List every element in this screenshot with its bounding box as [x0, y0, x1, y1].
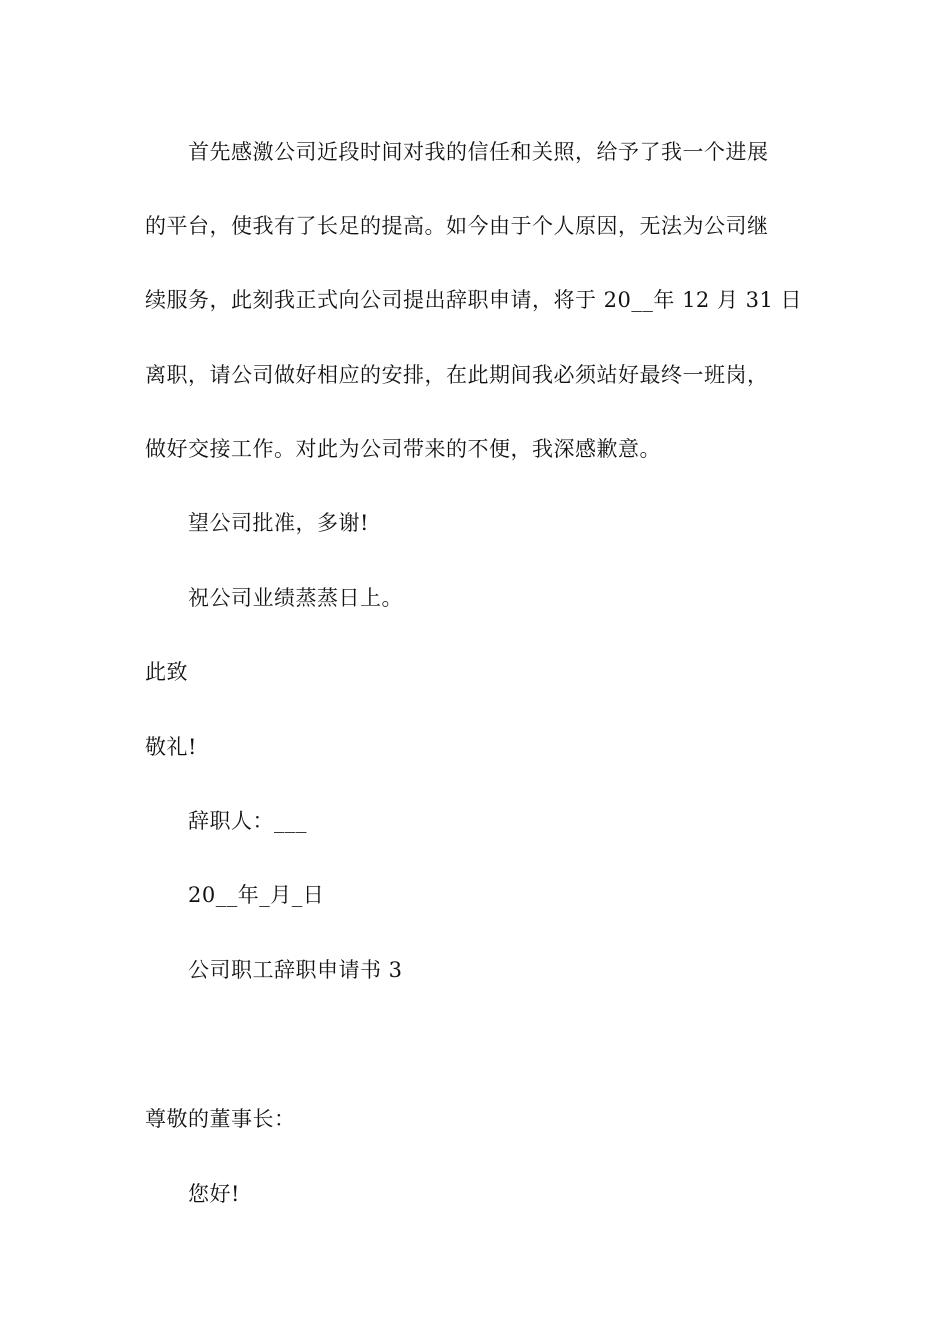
paragraph-line-1: 首先感激公司近段时间对我的信任和关照，给予了我一个进展	[188, 140, 769, 164]
paragraph-line-5: 做好交接工作。对此为公司带来的不便，我深感歉意。	[145, 437, 661, 461]
date-line: 20__年_月_日	[188, 883, 325, 907]
closing-line-2: 敬礼!	[145, 735, 197, 759]
wish-line: 祝公司业绩蒸蒸日上。	[188, 586, 403, 610]
paragraph-line-3: 续服务，此刻我正式向公司提出辞职申请，将于 20__年 12 月 31 日	[145, 288, 803, 312]
closing-line-1: 此致	[145, 660, 188, 684]
paragraph-line-2: 的平台，使我有了长足的提高。如今由于个人原因，无法为公司继	[145, 214, 769, 238]
signature-line: 辞职人：___	[188, 809, 307, 833]
paragraph-line-4: 离职，请公司做好相应的安排，在此期间我必须站好最终一班岗，	[145, 363, 769, 387]
salutation-line: 尊敬的董事长：	[145, 1107, 296, 1131]
greeting-line: 您好!	[188, 1182, 240, 1206]
request-line: 望公司批准，多谢!	[188, 511, 369, 535]
section-title: 公司职工辞职申请书 3	[188, 958, 403, 982]
